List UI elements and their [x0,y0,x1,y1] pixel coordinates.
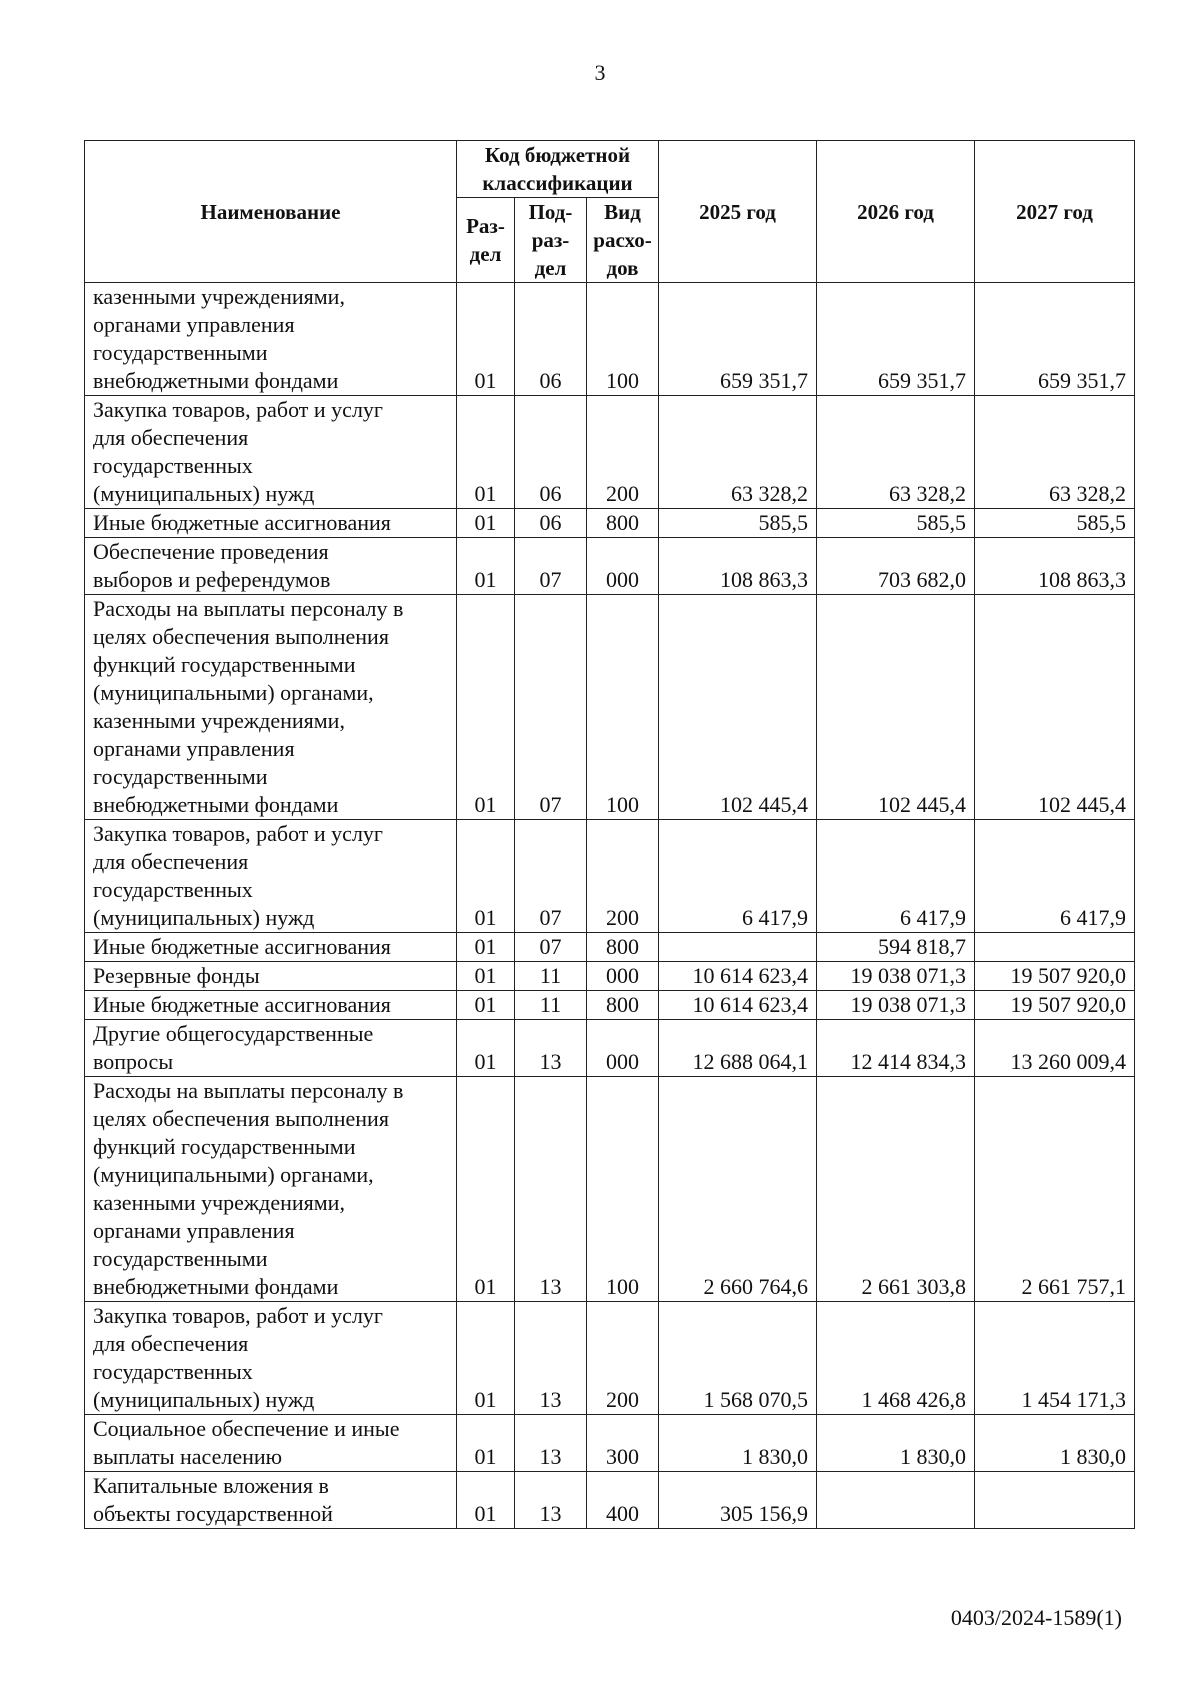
row-2025: 305 156,9 [659,1472,817,1529]
header-2027: 2027 год [975,141,1135,283]
row-2025: 10 614 623,4 [659,991,817,1020]
row-podrazdel: 13 [515,1077,587,1302]
row-vid: 100 [587,283,659,396]
row-name: Капитальные вложения в объекты государственной [85,1472,457,1529]
row-name: Расходы на выплаты персоналу в целях обеспечения выполнения функций государственными (муниципальными) органами, казенными учреждениями, органами управления государственными внебюджетными фондами [85,1077,457,1302]
row-2027: 19 507 920,0 [975,962,1135,991]
row-podrazdel: 06 [515,509,587,538]
row-razdel: 01 [457,538,515,595]
row-podrazdel: 11 [515,991,587,1020]
row-podrazdel: 13 [515,1302,587,1415]
row-razdel: 01 [457,962,515,991]
document-code: 0403/2024-1589(1) [950,1605,1122,1630]
row-2026: 12 414 834,3 [817,1020,975,1077]
row-vid: 100 [587,595,659,820]
row-2025: 1 830,0 [659,1415,817,1472]
row-name: казенными учреждениями, органами управления государственными внебюджетными фондами [85,283,457,396]
row-2026: 1 830,0 [817,1415,975,1472]
header-razdel: Раз- дел [457,198,515,283]
header-vid: Вид расхо- дов [587,198,659,283]
table-row [85,820,1135,933]
table-row [85,1415,1135,1472]
row-2025 [659,933,817,962]
table-row [85,1472,1135,1529]
row-2026: 1 468 426,8 [817,1302,975,1415]
row-name: Иные бюджетные ассигнования [85,509,457,538]
row-2027: 108 863,3 [975,538,1135,595]
table-row [85,1302,1135,1415]
row-razdel: 01 [457,1077,515,1302]
row-2027: 13 260 009,4 [975,1020,1135,1077]
row-2027: 2 661 757,1 [975,1077,1135,1302]
table-row [85,396,1135,509]
row-2025: 659 351,7 [659,283,817,396]
row-vid: 200 [587,1302,659,1415]
header-name: Наименование [85,141,457,283]
row-2026: 659 351,7 [817,283,975,396]
header-2025: 2025 год [659,141,817,283]
row-2026: 63 328,2 [817,396,975,509]
row-razdel: 01 [457,1472,515,1529]
row-vid: 000 [587,962,659,991]
row-2025: 6 417,9 [659,820,817,933]
row-vid: 000 [587,538,659,595]
row-2025: 102 445,4 [659,595,817,820]
row-2027: 6 417,9 [975,820,1135,933]
row-razdel: 01 [457,1415,515,1472]
row-razdel: 01 [457,933,515,962]
row-2027: 63 328,2 [975,396,1135,509]
row-razdel: 01 [457,509,515,538]
table-row [85,991,1135,1020]
row-podrazdel: 06 [515,283,587,396]
row-razdel: 01 [457,595,515,820]
row-name: Закупка товаров, работ и услуг для обеспечения государственных (муниципальных) нужд [85,1302,457,1415]
row-razdel: 01 [457,283,515,396]
row-podrazdel: 07 [515,595,587,820]
header-2026: 2026 год [817,141,975,283]
row-name: Социальное обеспечение и иные выплаты населению [85,1415,457,1472]
row-2026: 585,5 [817,509,975,538]
row-2027 [975,933,1135,962]
row-2027: 102 445,4 [975,595,1135,820]
row-2026 [817,1472,975,1529]
table-body [85,283,1135,1529]
row-2027: 1 454 171,3 [975,1302,1135,1415]
row-2025: 63 328,2 [659,396,817,509]
page-number: 3 [594,60,606,85]
row-2026: 6 417,9 [817,820,975,933]
row-2027: 585,5 [975,509,1135,538]
table-row [85,538,1135,595]
row-2025: 10 614 623,4 [659,962,817,991]
budget-table [84,140,1135,1529]
row-2026: 2 661 303,8 [817,1077,975,1302]
row-razdel: 01 [457,820,515,933]
table-row [85,933,1135,962]
row-2026: 19 038 071,3 [817,991,975,1020]
row-vid: 800 [587,509,659,538]
row-2026: 703 682,0 [817,538,975,595]
row-name: Другие общегосударственные вопросы [85,1020,457,1077]
row-name: Обеспечение проведения выборов и референдумов [85,538,457,595]
row-name: Закупка товаров, работ и услуг для обеспечения государственных (муниципальных) нужд [85,820,457,933]
row-vid: 800 [587,991,659,1020]
row-name: Закупка товаров, работ и услуг для обеспечения государственных (муниципальных) нужд [85,396,457,509]
table-row [85,509,1135,538]
row-2026: 19 038 071,3 [817,962,975,991]
row-name: Расходы на выплаты персоналу в целях обеспечения выполнения функций государственными (муниципальными) органами, казенными учреждениями, органами управления государственными внебюджетными фондами [85,595,457,820]
row-razdel: 01 [457,1302,515,1415]
row-2026: 594 818,7 [817,933,975,962]
row-podrazdel: 07 [515,933,587,962]
row-podrazdel: 11 [515,962,587,991]
row-name: Иные бюджетные ассигнования [85,933,457,962]
row-name: Резервные фонды [85,962,457,991]
row-2025: 1 568 070,5 [659,1302,817,1415]
header-row-1 [85,141,1135,198]
row-2025: 108 863,3 [659,538,817,595]
row-vid: 400 [587,1472,659,1529]
header-code-group: Код бюджетной классификации [457,141,659,198]
row-podrazdel: 07 [515,538,587,595]
row-podrazdel: 06 [515,396,587,509]
row-2027: 659 351,7 [975,283,1135,396]
table-row [85,1020,1135,1077]
row-podrazdel: 13 [515,1472,587,1529]
row-vid: 100 [587,1077,659,1302]
table-row [85,595,1135,820]
row-vid: 000 [587,1020,659,1077]
row-name: Иные бюджетные ассигнования [85,991,457,1020]
row-razdel: 01 [457,1020,515,1077]
row-podrazdel: 13 [515,1020,587,1077]
table-row [85,1077,1135,1302]
row-razdel: 01 [457,991,515,1020]
row-vid: 200 [587,820,659,933]
row-razdel: 01 [457,396,515,509]
row-2027: 19 507 920,0 [975,991,1135,1020]
row-2025: 12 688 064,1 [659,1020,817,1077]
row-vid: 300 [587,1415,659,1472]
row-vid: 800 [587,933,659,962]
row-podrazdel: 07 [515,820,587,933]
row-podrazdel: 13 [515,1415,587,1472]
row-2027 [975,1472,1135,1529]
header-podrazdel: Под- раз- дел [515,198,587,283]
table-row [85,962,1135,991]
row-vid: 200 [587,396,659,509]
table-row [85,283,1135,396]
row-2025: 585,5 [659,509,817,538]
row-2026: 102 445,4 [817,595,975,820]
row-2027: 1 830,0 [975,1415,1135,1472]
row-2025: 2 660 764,6 [659,1077,817,1302]
